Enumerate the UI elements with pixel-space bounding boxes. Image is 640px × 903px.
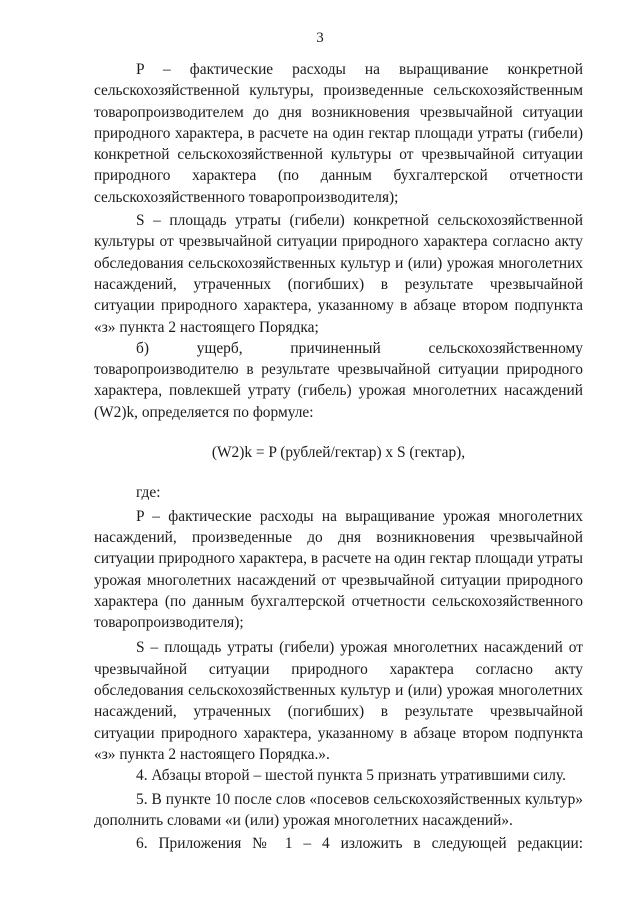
paragraph-p-definition-2: P – фактические расходы на выращивание урожая многолетних насаждений, произведенные до дня возникновения чрезвычайной ситуации природного характера, в расчете на один гектар площади утраты урожая многолетних насаждений от чрезвычайной ситуации природного характера (по данным бухгалтерской отчетности сельскохозяйственного товаропроизводителя);: [94, 507, 583, 632]
document-body: [94, 59, 583, 854]
paragraph-where: где:: [136, 484, 161, 502]
formula: (W2)k = P (рублей/гектар) x S (гектар),: [211, 444, 466, 462]
paragraph-s-definition: S – площадь утраты (гибели) конкретной сельскохозяйственной культуры от чрезвычайной ситуации природного характера согласно акту обследования сельскохозяйственных культур и (или) урожая многолетних насаждений, утраченных (погибших) в результате чрезвычайной ситуации природного характера, указанному в абзаце втором подпункта «з» пункта 2 настоящего Порядка;: [94, 212, 583, 336]
paragraph-item-6: 6. Приложения № 1 – 4 изложить в следующей редакции:: [136, 835, 583, 853]
paragraph-p-definition: P – фактические расходы на выращивание конкретной сельскохозяйственной культуры, произведенные сельскохозяйственным товаропроизводителем до дня возникновения чрезвычайной ситуации природного характера, в расчете на один гектар площади утраты (гибели) конкретной сельскохозяйственной культуры от чрезвычайной ситуации природного характера (по данным бухгалтерской отчетности сельскохозяйственного товаропроизводителя);: [94, 61, 583, 206]
paragraph-s-definition-2: S – площадь утраты (гибели) урожая многолетних насаждений от чрезвычайной ситуации природного характера согласно акту обследования сельскохозяйственных культур и (или) урожая многолетних насаждений, утраченных (погибших) в результате чрезвычайной ситуации природного характера, указанному в абзаце втором подпункта «з» пункта 2 настоящего Порядка.».: [94, 639, 583, 763]
paragraph-item-5: 5. В пункте 10 после слов «посевов сельскохозяйственных культур» дополнить словами «и (или) урожая многолетних насаждений».: [94, 790, 583, 829]
paragraph-item-4: 4. Абзацы второй – шестой пункта 5 признать утратившими силу.: [136, 767, 566, 785]
page-number: 3: [316, 30, 324, 46]
paragraph-item-b: б) ущерб, причиненный сельскохозяйственному товаропроизводителю в результате чрезвычайной ситуации природного характера, повлекшей утрату (гибель) урожая многолетних насаждений (W2)k, определяется по формуле:: [94, 339, 583, 421]
